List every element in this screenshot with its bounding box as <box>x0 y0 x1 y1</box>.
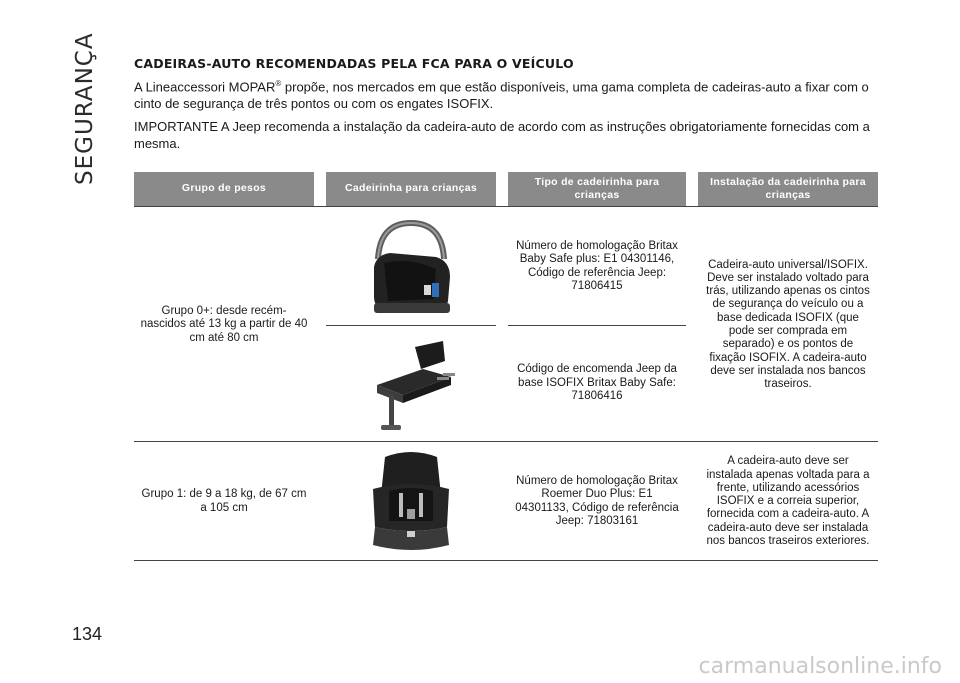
cell-gap <box>686 444 698 560</box>
cell-group1-seat-image <box>326 444 496 560</box>
table-row-group0-seat <box>134 209 878 325</box>
cell-group1-installation: A cadeira-auto deve ser instalada apenas voltada para a frente, utilizando acessórios ISOFIX e a correia superior, fornecida com a cadeira-auto. A cadeira-auto deve ser instalada nos bancos traseiros exteriores. <box>706 455 870 547</box>
intro-paragraph <box>134 76 879 112</box>
cell-group0-weight: Grupo 0+: desde recém-nascidos até 13 kg a partir de 40 cm até 80 cm <box>140 305 308 344</box>
watermark: carmanualsonline.info <box>698 654 942 679</box>
cell-gap <box>496 209 508 442</box>
cell-gap <box>314 209 326 442</box>
header-gap <box>496 172 508 207</box>
cell-group0-base-type: Código de encomenda Jeep da base ISOFIX Britax Baby Safe: 71806416 <box>517 363 677 402</box>
intro-section <box>134 56 879 159</box>
header-child-seat: Cadeirinha para crianças <box>326 172 496 207</box>
cell-group0-seat-type: Número de homologação Britax Baby Safe plus: E1 04301146, Código de referência Jeep: 71806415 <box>516 240 678 293</box>
table-row-group1 <box>134 444 878 560</box>
header-installation: Instalação da cadeirinha para crianças <box>698 172 878 207</box>
registered-mark: ® <box>275 79 282 88</box>
section-title-vertical: SEGURANÇA <box>72 32 98 185</box>
child-seat-table <box>134 172 878 563</box>
header-seat-type: Tipo de cadeirinha para crianças <box>508 172 686 207</box>
cell-group0-base-image <box>326 326 496 442</box>
table-rule <box>134 560 878 563</box>
intro-text-start: A Lineaccessori MOPAR <box>134 79 276 95</box>
table-header-row <box>134 172 878 207</box>
infant-carrier-image <box>366 217 456 317</box>
header-gap <box>686 172 698 207</box>
cell-group0-seat-image <box>326 209 496 325</box>
header-weight-group: Grupo de pesos <box>134 172 314 207</box>
forward-facing-seat-image <box>363 449 459 555</box>
important-paragraph: IMPORTANTE A Jeep recomenda a instalação da cadeira-auto de acordo com as instruções obrigatoriamente fornecidas com a mesma. <box>134 119 870 151</box>
isofix-base-image <box>363 333 459 433</box>
page-number: 134 <box>72 624 103 644</box>
cell-gap <box>686 209 698 442</box>
cell-group1-seat-type: Número de homologação Britax Roemer Duo Plus: E1 04301133, Código de referência Jeep: 71803161 <box>515 475 679 528</box>
rule-row <box>134 560 878 563</box>
intro-text-end: propõe, nos mercados em que estão disponíveis, uma gama completa de cadeiras-auto a fixar com o cinto de segurança de três pontos ou com os engates ISOFIX. <box>134 79 869 111</box>
cell-gap <box>496 444 508 560</box>
cell-group1-weight: Grupo 1: de 9 a 18 kg, de 67 cm a 105 cm <box>141 488 307 514</box>
section-heading: CADEIRAS-AUTO RECOMENDADAS PELA FCA PARA O VEÍCULO <box>134 56 574 71</box>
cell-group0-installation: Cadeira-auto universal/ISOFIX. Deve ser instalado voltado para trás, utilizando apenas os cintos de segurança do veículo ou a base dedicada ISOFIX (que pode ser comprada em separado) e os pontos de fixação ISOFIX. A cadeira-auto deve ser instalada nos bancos traseiros. <box>706 258 870 391</box>
cell-gap <box>314 444 326 560</box>
header-gap <box>314 172 326 207</box>
